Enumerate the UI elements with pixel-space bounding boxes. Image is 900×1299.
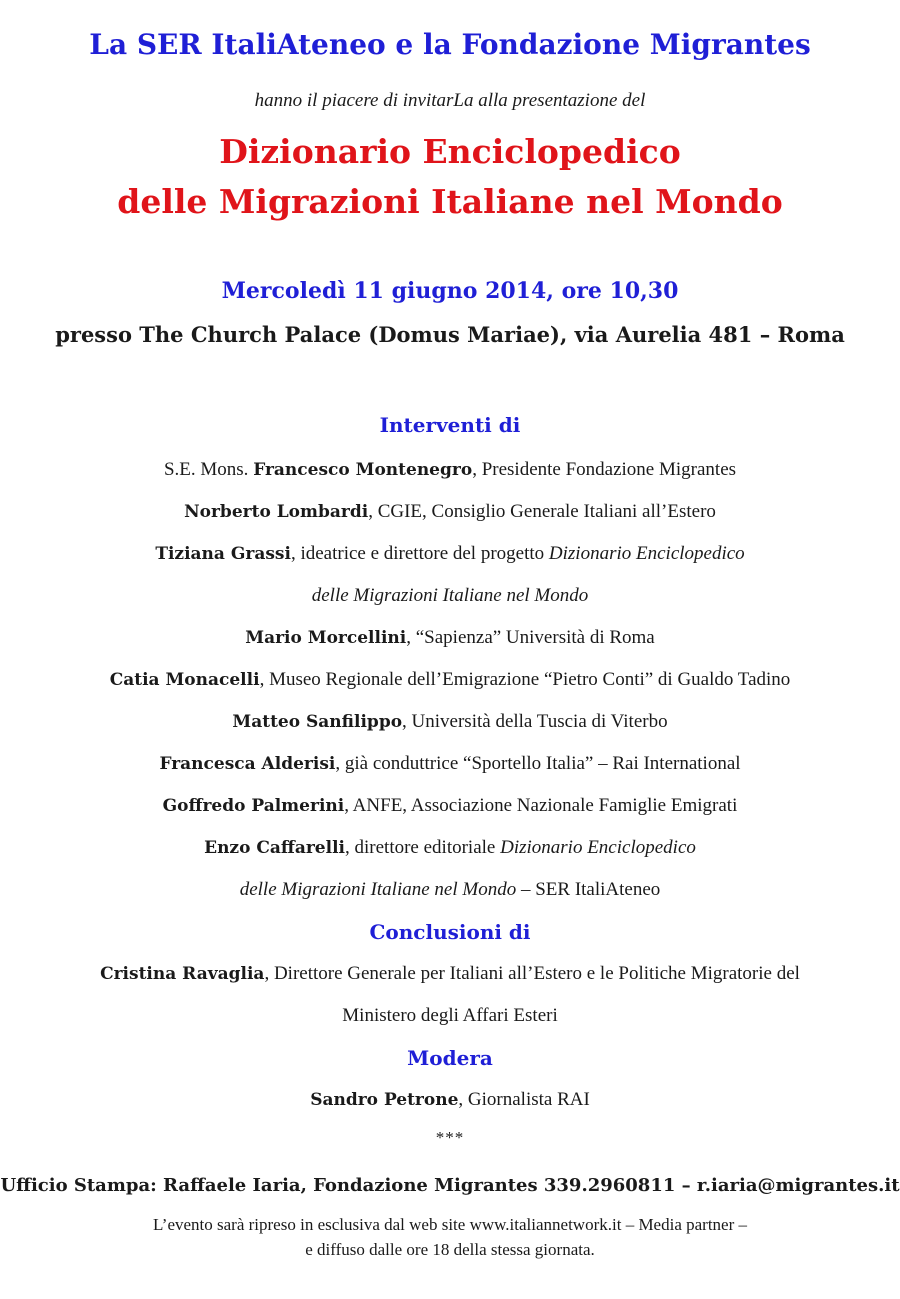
speaker-desc-italic: delle Migrazioni Italiane nel Mondo xyxy=(239,879,517,900)
moderator-name: Sandro Petrone xyxy=(310,1090,459,1110)
speaker-row xyxy=(0,627,900,649)
speaker-desc: , CGIE, Consiglio Generale Italiani all’Estero xyxy=(368,501,716,522)
speaker-row xyxy=(0,753,900,775)
conclusions-desc: , Direttore Generale per Italiani all’Estero e le Politiche Migratorie del xyxy=(264,963,800,984)
dictionary-title-line-1: Dizionario Enciclopedico xyxy=(219,132,681,171)
speaker-row xyxy=(0,543,900,565)
conclusions-desc: Ministero degli Affari Esteri xyxy=(342,1005,558,1026)
speaker-desc: , ideatrice e direttore del progetto xyxy=(290,543,549,564)
speaker-desc: – SER ItaliAteneo xyxy=(516,879,661,900)
speaker-desc-italic: Dizionario Enciclopedico xyxy=(500,837,696,858)
moderator-row xyxy=(0,1089,900,1111)
speaker-desc-italic: delle Migrazioni Italiane nel Mondo xyxy=(311,585,589,606)
moderator-heading: Modera xyxy=(407,1046,493,1070)
speaker-name: Tiziana Grassi xyxy=(155,544,291,564)
press-office: Ufficio Stampa: Raffaele Iaria, Fondazione Migrantes 339.2960811 – r.iaria@migrantes.it xyxy=(0,1175,900,1196)
invitation-subtitle: hanno il piacere di invitarLa alla presentazione del xyxy=(254,90,646,111)
speaker-desc: , “Sapienza” Università di Roma xyxy=(406,627,655,648)
speaker-row xyxy=(0,669,900,691)
invitation-title: La SER ItaliAteneo e la Fondazione Migrantes xyxy=(89,28,811,61)
speaker-row xyxy=(0,795,900,817)
speaker-row-continuation xyxy=(0,585,900,607)
speaker-desc: , direttore editoriale xyxy=(345,837,501,858)
moderator-desc: , Giornalista RAI xyxy=(458,1089,590,1110)
speaker-row xyxy=(0,711,900,733)
conclusions-heading: Conclusioni di xyxy=(369,920,531,944)
speaker-name: Mario Morcellini xyxy=(245,628,407,648)
speaker-desc-italic: Dizionario Enciclopedico xyxy=(548,543,745,564)
speaker-name: Catia Monacelli xyxy=(109,670,260,690)
footer-note-line-2: e diffuso dalle ore 18 della stessa giornata. xyxy=(305,1240,595,1259)
speaker-desc: , ANFE, Associazione Nazionale Famiglie Emigrati xyxy=(344,795,738,816)
conclusions-row xyxy=(0,963,900,985)
speaker-desc: , già conduttrice “Sportello Italia” – Rai International xyxy=(335,753,741,774)
event-date: Mercoledì 11 giugno 2014, ore 10,30 xyxy=(221,278,679,304)
dictionary-title-line-2: delle Migrazioni Italiane nel Mondo xyxy=(117,182,783,221)
speaker-desc: , Museo Regionale dell’Emigrazione “Pietro Conti” di Gualdo Tadino xyxy=(259,669,791,690)
speaker-row-continuation xyxy=(0,879,900,901)
speaker-name: Matteo Sanfilippo xyxy=(232,712,403,732)
event-venue: presso The Church Palace (Domus Mariae), via Aurelia 481 – Roma xyxy=(55,322,845,347)
speaker-name: Goffredo Palmerini xyxy=(162,796,345,816)
separator: *** xyxy=(435,1128,465,1147)
conclusions-row-continuation xyxy=(0,1005,900,1027)
speaker-name: Norberto Lombardi xyxy=(184,502,369,522)
speaker-row xyxy=(0,837,900,859)
speaker-desc: , Università della Tuscia di Viterbo xyxy=(402,711,668,732)
speaker-row xyxy=(0,459,900,481)
speaker-prefix: S.E. Mons. xyxy=(163,459,254,480)
speaker-name: Francesco Montenegro xyxy=(253,460,473,480)
speakers-heading: Interventi di xyxy=(379,413,521,437)
speaker-name: Francesca Alderisi xyxy=(159,754,336,774)
conclusions-name: Cristina Ravaglia xyxy=(100,964,265,984)
speaker-desc: , Presidente Fondazione Migrantes xyxy=(472,459,737,480)
footer-note-line-1: L’evento sarà ripreso in esclusiva dal web site www.italiannetwork.it – Media partner – xyxy=(152,1215,748,1234)
speaker-row xyxy=(0,501,900,523)
speaker-name: Enzo Caffarelli xyxy=(204,838,345,858)
